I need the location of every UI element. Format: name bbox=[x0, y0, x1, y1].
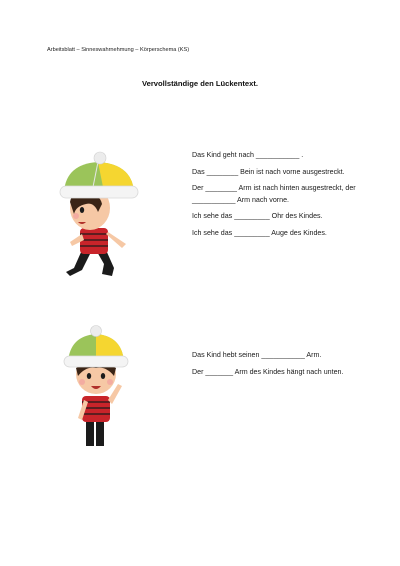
cloze-section-2 bbox=[192, 350, 362, 383]
cloze-line: Das ________ Bein ist nach vorne ausgestreckt. bbox=[192, 167, 345, 176]
waving-child-illustration bbox=[58, 322, 138, 452]
walking-child-illustration bbox=[52, 142, 142, 282]
cloze-line: Ich sehe das _________ Ohr des Kindes. bbox=[192, 212, 323, 220]
cloze-line: Der ________ Arm ist nach hinten ausgestreckt, der ___________ Arm nach vorne. bbox=[192, 184, 356, 204]
worksheet-header: Arbeitsblatt – Sinneswahrnehmung – Körperschema (KS) bbox=[47, 47, 190, 53]
cloze-line: Das Kind geht nach ___________ . bbox=[192, 151, 304, 159]
cloze-line: Das Kind hebt seinen ___________ Arm. bbox=[192, 351, 322, 359]
cloze-line: Ich sehe das _________ Auge des Kindes. bbox=[192, 228, 327, 237]
worksheet-title: Vervollständige den Lückentext. bbox=[141, 79, 259, 88]
cloze-line: Der _______ Arm des Kindes hängt nach unten. bbox=[192, 367, 344, 376]
cloze-section-1 bbox=[192, 150, 362, 244]
